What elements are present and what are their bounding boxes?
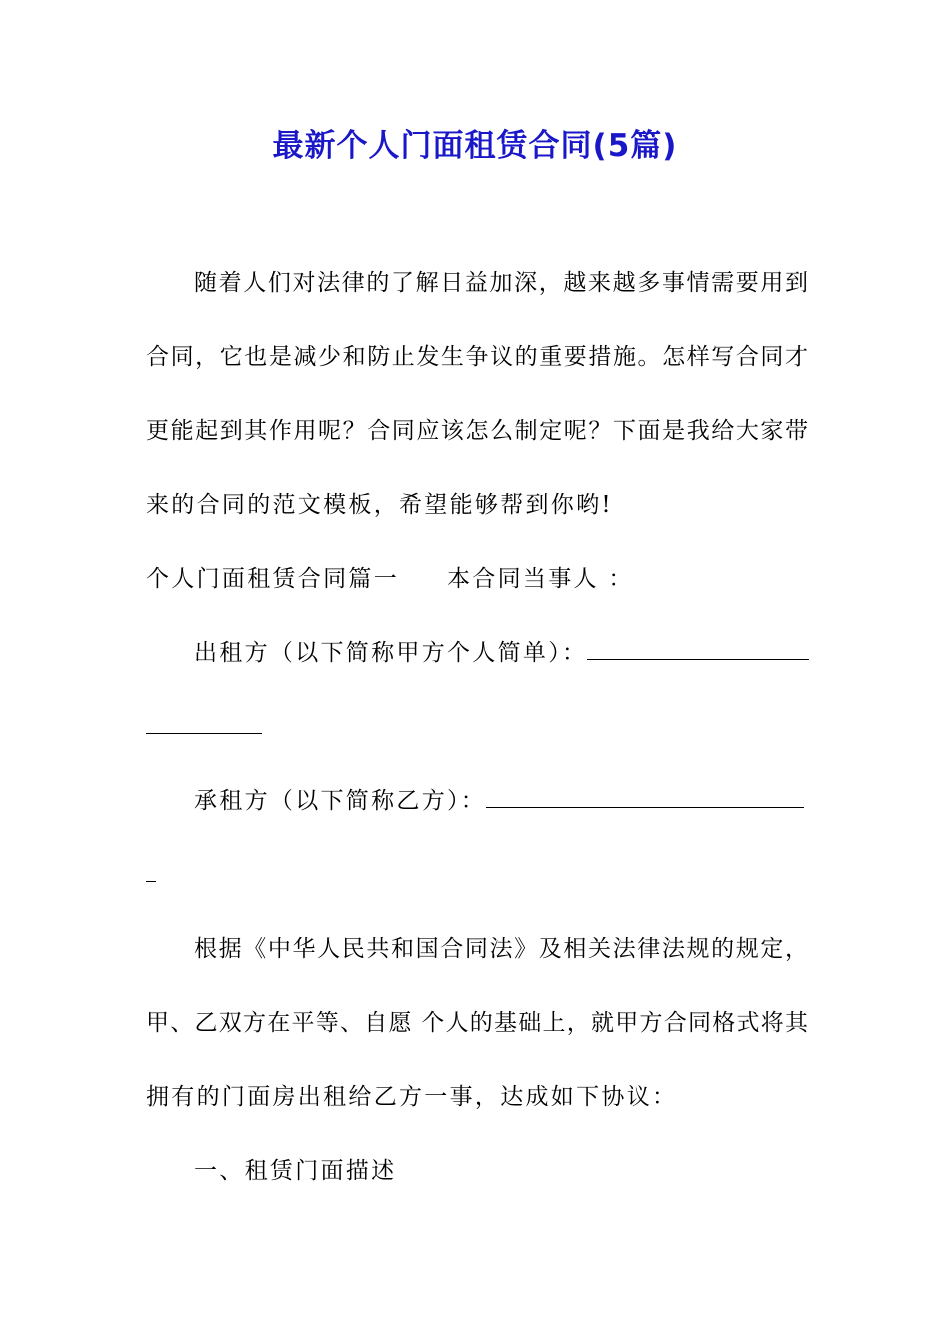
section-heading: 个人门面租赁合同篇一 — [146, 566, 399, 592]
parties-intro: 本合同当事人 ： — [447, 566, 634, 592]
lessor-blank-line-2 — [146, 711, 262, 734]
lessee-blank-line-2 — [146, 859, 156, 882]
intro-line-3: 更能起到其作用呢？合同应该怎么制定呢？下面是我给大家带 — [146, 418, 808, 444]
lessor-blank-line — [587, 637, 809, 660]
basis-line-1: 根据《中华人民共和国合同法》及相关法律法规的规定， — [194, 936, 808, 962]
basis-line-3: 拥有的门面房出租给乙方一事，达成如下协议： — [146, 1084, 678, 1110]
lessor-row — [194, 636, 808, 670]
lessee-blank-line — [486, 785, 804, 808]
lessee-label: 承租方（以下简称乙方）： — [194, 788, 487, 814]
clause-1-heading: 一、租赁门面描述 — [194, 1158, 397, 1184]
lessor-label: 出租方（以下简称甲方个人简单）： — [194, 640, 588, 666]
lessee-row — [194, 784, 808, 818]
intro-line-2: 合同，它也是减少和防止发生争议的重要措施。怎样写合同才 — [146, 344, 808, 370]
basis-line-2: 甲、乙双方在平等、自愿 个人的基础上，就甲方合同格式将其 — [146, 1010, 808, 1036]
document-title: 最新个人门面租赁合同(5篇) — [272, 128, 678, 164]
intro-line-1: 随着人们对法律的了解日益加深，越来越多事情需要用到 — [194, 270, 808, 296]
section-heading-row — [146, 562, 808, 596]
lessor-blank-continuation — [146, 710, 808, 744]
lessee-blank-continuation — [146, 858, 808, 892]
intro-line-4: 来的合同的范文模板，希望能够帮到你哟! — [146, 492, 613, 518]
